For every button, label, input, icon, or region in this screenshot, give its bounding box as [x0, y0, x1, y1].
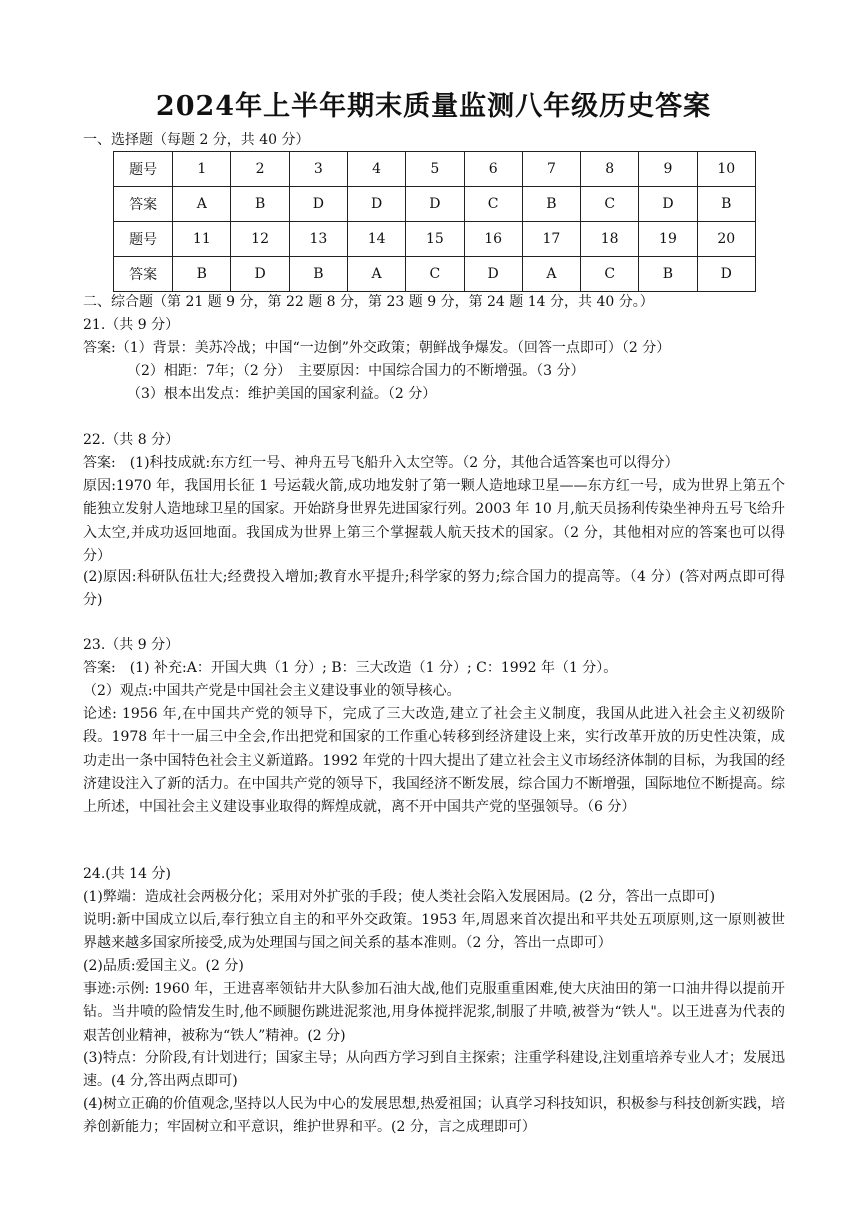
answer-table-row-label: 题号 [114, 152, 173, 187]
answer-table-cell: C [581, 187, 639, 222]
answer-table-row [114, 257, 756, 292]
q22-header: 22.（共 8 分） [83, 432, 180, 448]
answer-table-cell: B [697, 187, 755, 222]
q24-values-paragraph: (4)树立正确的价值观念,坚持以人民为中心的发展思想,热爱祖国；认真学习科技知识，积极参与科技创新实践，培养创新能力；牢固树立和平意识，维护世界和平。(2 分，言之成理即可） [83, 1096, 785, 1136]
answer-table-cell: B [522, 187, 580, 222]
answer-table-row [114, 187, 756, 222]
q21-answer-2: （2）相距：7年；（2 分） 主要原因：中国综合国力的不断增强。（3 分） [127, 363, 585, 379]
answer-table-cell: 20 [697, 222, 755, 257]
answer-table-cell: 9 [639, 152, 697, 187]
answer-table-cell: A [173, 187, 231, 222]
answer-table-cell: 2 [231, 152, 289, 187]
answer-table-cell: 15 [406, 222, 464, 257]
answer-table-cell: 11 [173, 222, 231, 257]
answer-table-cell: C [406, 257, 464, 292]
section2-heading: 二、综合题（第 21 题 9 分，第 22 题 8 分，第 23 题 9 分，第 24 题 14 分，共 40 分。） [83, 294, 654, 310]
answer-table-cell: B [173, 257, 231, 292]
answer-table-cell: B [289, 257, 347, 292]
answer-table-cell: B [231, 187, 289, 222]
answer-table-row-label: 答案 [114, 187, 173, 222]
answer-table-cell: D [697, 257, 755, 292]
q24-header: 24.(共 14 分) [83, 866, 171, 882]
answer-table-cell: D [464, 257, 522, 292]
q23-argument-paragraph: 论述: 1956 年,在中国共产党的领导下，完成了三大改造,建立了社会主义制度，我国从此进入社会主义初级阶段。1978 年十一届三中全会,作出把党和国家的工作重心转移到经济建设上来，实行改革开放的历史性决策，成功走出一条中国特色社会主义新道路。1992 年党的十四大提出了建立社会主义市场经济体制的目标，为我国的经济建设注入了新的活力。在中国共产党的领导下，我国经济不断发展，综合国力不断增强，国际地位不断提高。综上所述，中国社会主义建设事业取得的辉煌成就，离不开中国共产党的坚强领导。（6 分） [83, 706, 785, 816]
answer-table-cell: 13 [289, 222, 347, 257]
answer-table-cell: 18 [581, 222, 639, 257]
q23-answer-2: （2）观点:中国共产党是中国社会主义建设事业的领导核心。 [83, 683, 461, 699]
answer-table-cell: D [231, 257, 289, 292]
q22-reason-paragraph: 原因:1970 年，我国用长征 1 号运载火箭,成功地发射了第一颗人造地球卫星——东方红一号，成为世界上第五个能独立发射人造地球卫星的国家。开始跻身世界先进国家行列。2003 年 10 月,航天员扬利传染坐神舟五号飞给升入太空,并成功返回地面。我国成为世界上第三个掌握载人航天技术的国家。（2 分，其他相对应的答案也可以得分） [83, 478, 785, 564]
answer-table-cell: B [639, 257, 697, 292]
q21-answer-1: 答案:（1）背景：美苏冷战；中国“一边倒”外交政策；朝鲜战争爆发。（回答一点即可）（2 分） [83, 340, 671, 356]
answer-table-cell: A [347, 257, 405, 292]
q23-answer-1: 答案: (1) 补充:A：开国大典（1 分）; B：三大改造（1 分）; C：1992 年（1 分）。 [83, 660, 618, 676]
answer-table-row-label: 答案 [114, 257, 173, 292]
answer-table-cell: 14 [347, 222, 405, 257]
answer-table-row [114, 152, 756, 187]
q21-header: 21.（共 9 分） [83, 317, 180, 333]
answer-table-row [114, 222, 756, 257]
answer-table-cell: 4 [347, 152, 405, 187]
q22-answer-2-paragraph: (2)原因:科研队伍壮大;经费投入增加;教育水平提升;科学家的努力;综合国力的提高等。（4 分）(答对两点即可得分) [83, 569, 785, 609]
q23-header: 23.（共 9 分） [83, 637, 180, 653]
answer-table [113, 151, 756, 292]
q21-answer-3: （3）根本出发点：维护美国的国家利益。（2 分） [127, 386, 437, 402]
answer-table-cell: 12 [231, 222, 289, 257]
q24-answer-2: (2)品质:爱国主义。(2 分) [83, 958, 244, 974]
q24-features-paragraph: (3)特点：分阶段,有计划进行；国家主导；从向西方学习到自主探索；注重学科建设,注划重培养专业人才；发展迅速。(4 分,答出两点即可) [83, 1050, 785, 1090]
page-title: 2024年上半年期末质量监测八年级历史答案 [155, 91, 712, 122]
answer-table-cell: 5 [406, 152, 464, 187]
answer-table-cell: 7 [522, 152, 580, 187]
answer-table-row-label: 题号 [114, 222, 173, 257]
answer-table-cell: 10 [697, 152, 755, 187]
answer-table-cell: C [581, 257, 639, 292]
answer-table-cell: 6 [464, 152, 522, 187]
answer-table-cell: D [347, 187, 405, 222]
answer-table-cell: D [639, 187, 697, 222]
answer-table-cell: 19 [639, 222, 697, 257]
q24-deeds-paragraph: 事迹:示例: 1960 年，王进喜率领钻井大队参加石油大战,他们克服重重困难,使大庆油田的第一口油井得以提前开钻。当井喷的险情发生时,他不顾腿伤跳进泥浆池,用身体搅拌泥浆,制服了井喷,被誉为“铁人"。以王进喜为代表的艰苦创业精神，被称为“铁人”精神。(2 分) [83, 981, 785, 1044]
answer-table-cell: 3 [289, 152, 347, 187]
q24-answer-1: (1)弊端：造成社会两极分化；采用对外扩张的手段；使人类社会陷入发展困局。(2 分，答出一点即可) [83, 889, 716, 905]
answer-table-cell: 8 [581, 152, 639, 187]
answer-table-cell: 16 [464, 222, 522, 257]
answer-table-cell: 1 [173, 152, 231, 187]
q22-answer-1: 答案: (1)科技成就:东方红一号、神舟五号飞船升入太空等。（2 分，其他合适答案也可以得分） [83, 455, 679, 471]
q24-explanation-paragraph: 说明:新中国成立以后,奉行独立自主的和平外交政策。1953 年,周恩来首次提出和平共处五项原则,这一原则被世界越来越多国家所接受,成为处理国与国之间关系的基本准则。（2 分，答出一点即可） [83, 912, 785, 952]
answer-table-cell: A [522, 257, 580, 292]
section1-heading: 一、选择题（每题 2 分，共 40 分） [83, 132, 310, 148]
answer-table-cell: C [464, 187, 522, 222]
answer-table-cell: D [289, 187, 347, 222]
answer-table-cell: 17 [522, 222, 580, 257]
answer-table-cell: D [406, 187, 464, 222]
